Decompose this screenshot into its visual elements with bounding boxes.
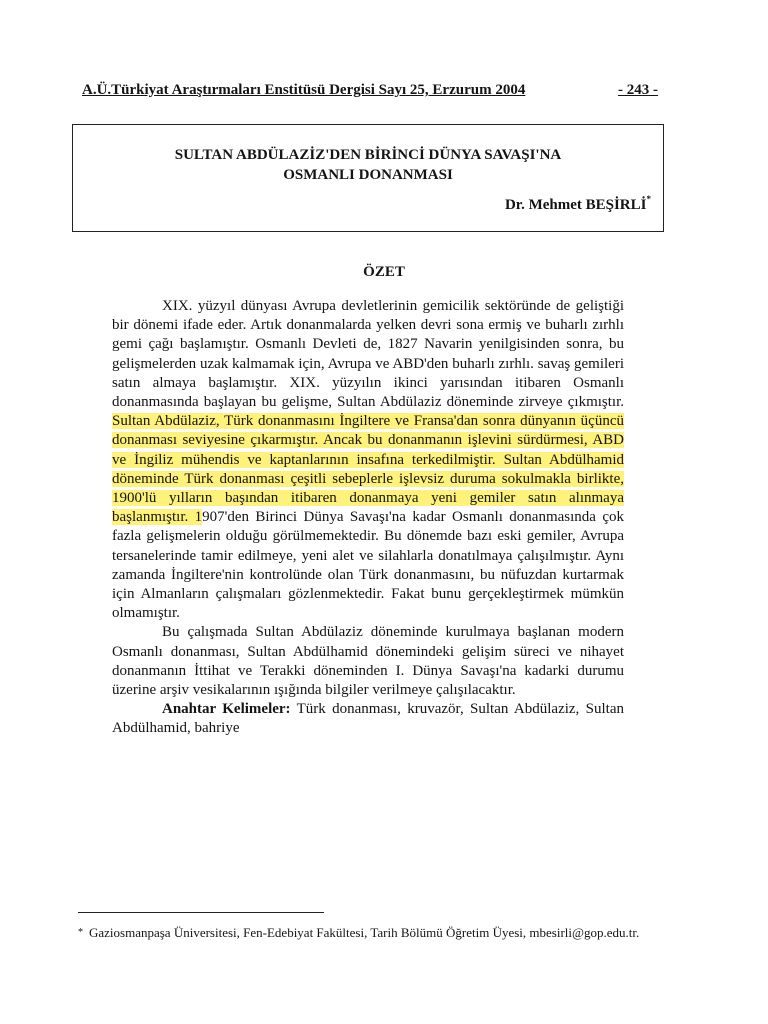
keywords-paragraph: [112, 700, 624, 738]
title-box: [72, 124, 664, 232]
abstract-heading: ÖZET: [363, 264, 405, 280]
abstract-paragraph-2: Bu çalışmada Sultan Abdülaziz döneminde kurulmaya başlanan modern Osmanlı donanması, Sultan Abdülhamid dönemindeki gelişim süreci ve nihayet donanmanın İttihat ve Terakki döneminden I. Dünya Savaşı'na kadarki durumu üzerine arşiv vesikalarının ışığında bilgiler verilmeye çalışılacaktır.: [112, 624, 624, 699]
footnote-mark: *: [78, 927, 83, 938]
article-title-line-2: OSMANLI DONANMASI: [283, 167, 453, 183]
journal-citation: A.Ü.Türkiyat Araştırmaları Enstitüsü Dergisi Sayı 25, Erzurum 2004: [82, 82, 526, 98]
footnote-paragraph: [78, 924, 660, 941]
footnote-divider: [78, 912, 324, 913]
abstract-body: [112, 297, 624, 739]
footnote: [78, 924, 660, 941]
highlighted-passage: Sultan Abdülaziz, Türk donanmasını İngiltere ve Fransa'dan sonra dünyanın üçüncü donanması seviyesine çıkarmıştır. Ancak bu donanmanın işlevini sürdürmesi, ABD ve İngiliz mühendis ve kaptanlarının insafına terkedilmiştir. Sultan Abdülhamid döneminde Türk donanması çeşitli sebeplerle işlevsiz duruma sokulmakla birlikte, 1900'lü yılların başından itibaren donanmaya yeni gemiler satın alınmaya başlanmıştır. 1: [112, 413, 624, 526]
author-name: [504, 194, 651, 214]
footnote-text: Gaziosmanpaşa Üniversitesi, Fen-Edebiyat Fakültesi, Tarih Bölümü Öğretim Üyesi, mbesirli@gop.edu.tr.: [89, 925, 640, 940]
page-number: - 243 -: [618, 82, 658, 98]
abstract-p1-text-b: 907'den Birinci Dünya Savaşı'na kadar Osmanlı donanmasında çok fazla gelişmelerin olduğu görülmemektedir. Bu dönemde bazı eski gemiler, Avrupa tersanelerinde tamir edilmeye, yeni alet ve silahlarla donatılmaya çalışılmıştır. Aynı zamanda İngiltere'nin kontrolünde olan Türk donanmasını, bu nüfuzdan kurtarmak için Almanların çalışmaları gözlenmektedir. Fakat bunu gerçekleştirmek mümkün olmamıştır.: [112, 509, 624, 622]
article-title: [73, 145, 663, 185]
keywords-list: Türk donanması, kruvazör, Sultan Abdülaziz, Sultan Abdülhamid, bahriye: [112, 701, 624, 737]
keywords-label: Anahtar Kelimeler:: [162, 701, 291, 718]
article-title-line-1: SULTAN ABDÜLAZİZ'DEN BİRİNCİ DÜNYA SAVAŞI'NA: [174, 147, 562, 163]
author-footnote-mark: *: [646, 194, 651, 204]
author-name-text: Dr. Mehmet BEŞİRLİ: [504, 197, 647, 213]
abstract-paragraph-1: [112, 297, 624, 623]
abstract-p1-text-a: XIX. yüzyıl dünyası Avrupa devletlerinin gemicilik sektöründe de geliştiği bir dönemi ifade eder. Artık donanmalarda yelken devri sona ermiş ve buharlı zırhlı gemi çağı başlamıştır. Osmanlı Devleti de, 1827 Navarin yenilgisinden sonra, bu gelişmelerden uzak kalmamak için, Avrupa ve ABD'den buharlı zırhlı. savaş gemileri satın almaya başlamıştır. XIX. yüzyılın ikinci yarısından itibaren Osmanlı donanmasında başlayan bu gelişme, Sultan Abdülaziz döneminde zirveye çıkmıştır.: [112, 298, 624, 411]
